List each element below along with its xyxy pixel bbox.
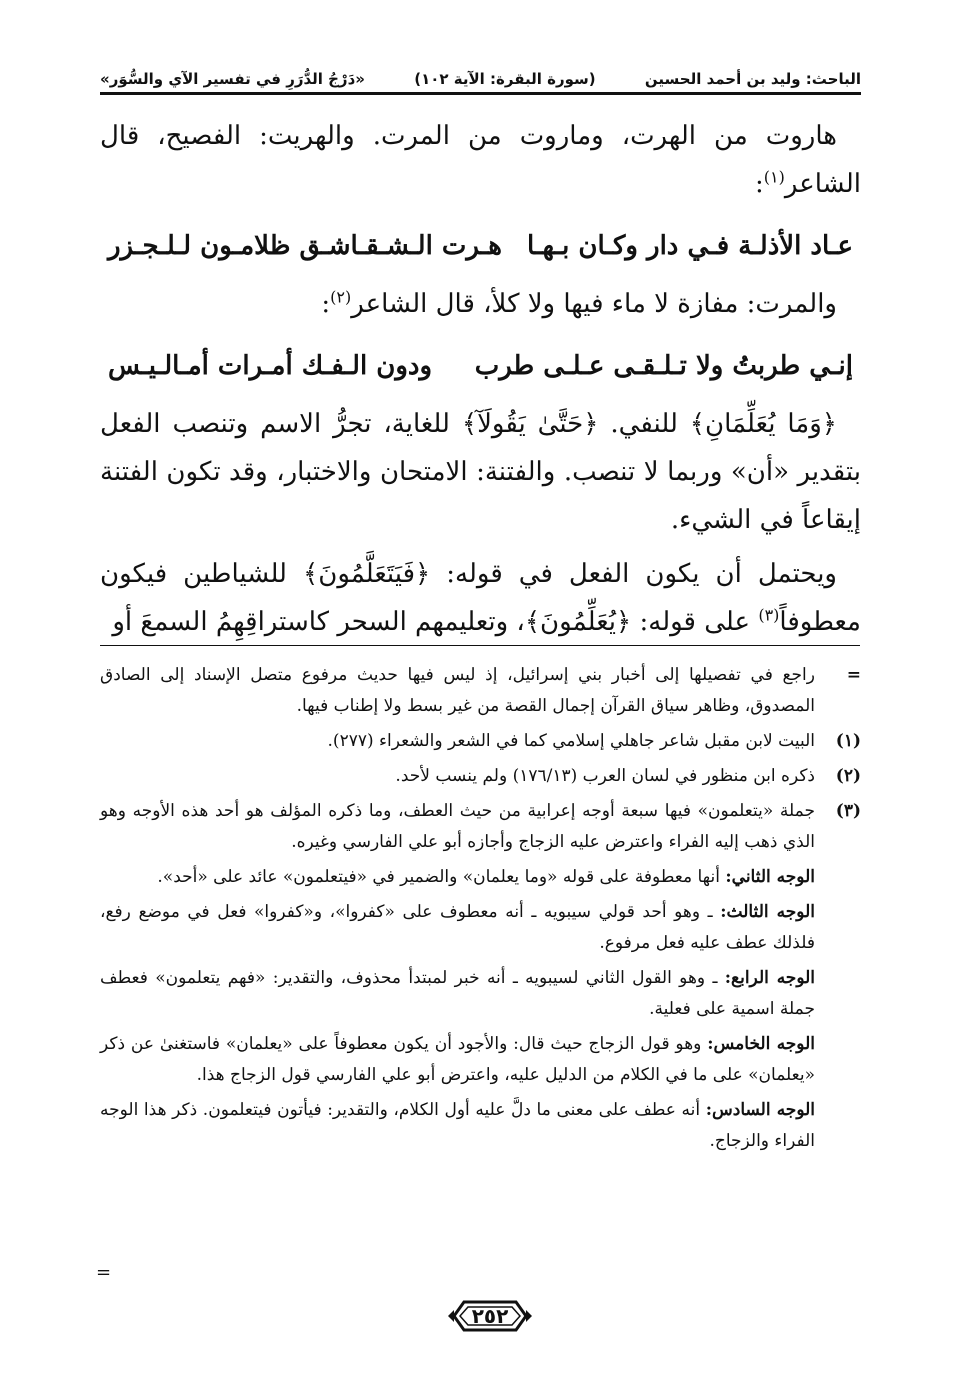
footnote-2 bbox=[100, 761, 861, 792]
footnote-1-number: (١) bbox=[835, 731, 861, 751]
footnote-2-text: ذكره ابن منظور في لسان العرب (١٧٦/١٣) ولم ينسب لأحد. bbox=[395, 766, 815, 786]
footnote-3-text: جملة «يتعلمون» فيها سبعة أوجه إعرابية من حيث العطف، وما ذكره المؤلف هو أحد هذه الأوجه وهو الذي ذهب إليه الفراء واعترض عليه الزجاج وأجازه أبو علي الفارسي وغيره. bbox=[100, 801, 815, 852]
footnote-3-aspect-5: الوجه الخامس: وهو قول الزجاج حيث قال: والأجود أن يكون معطوفاً على «يعلمان» فاستغنىٰ عن ذكر «يعلمان» على ما في الكلام من الدليل عليه، واعترض أبو علي الفارسي قول الزجاج هذا. bbox=[100, 1034, 815, 1085]
footnote-3-aspect-3: الوجه الثالث: ـ وهو أحد قولي سيبويه ـ أنه معطوف على «كفروا»، و«كفروا» فعل في موضع رفع، فلذلك عطف عليه فعل مرفوع. bbox=[100, 902, 815, 953]
footnote-2-number: (٢) bbox=[835, 766, 861, 786]
paragraph-4: ويحتمل أن يكون الفعل في قوله: ﴿فَيَتَعَلَّمُونَ﴾ للشياطين فيكون معطوفاً$^{(٣)}$ على قوله: ﴿يُعَلِّمُونَ﴾، وتعليمهم السحر كاستراقِهِمُ السمعَ أو bbox=[100, 559, 861, 637]
footnote-1 bbox=[100, 726, 861, 757]
poetry-verse-1 bbox=[108, 222, 853, 270]
footnote-ref-3: (٣) bbox=[758, 605, 780, 625]
footnote-1-text: البيت لابن مقبل شاعر جاهلي إسلامي كما في الشعر والشعراء (٢٧٧). bbox=[327, 731, 815, 751]
verse-2-second-hemistich: ودون الـفـك أمـرات أمـالـيـس bbox=[108, 351, 433, 381]
header-book-title: «دَرْجُ الدُّرَرِ في تفسير الآي والسُّوَر» bbox=[100, 70, 365, 88]
paragraph-1: هاروت من الهرت، وماروت من المرت. والهريت: الفصيح، قال الشاعر$^{(١)}$: bbox=[100, 121, 861, 199]
continuation-text: راجع في تفصيلها إلى أخبار بني إسرائيل، إذ ليس فيها حديث مرفوع متصل الإسناد إلى الصادق المصدوق، وظاهر سياق القرآن إجمال القصة من غير بسط ولا إطناب فيها. bbox=[100, 665, 815, 716]
verse-1-first-hemistich: عـاد الأذلـة فـي دار وكـان بـهـا bbox=[526, 231, 853, 261]
footnote-continues-mark: = bbox=[96, 1262, 112, 1283]
page-number-ornament bbox=[448, 1296, 532, 1336]
footnote-continuation bbox=[100, 660, 861, 722]
verse-2-first-hemistich: إنـي طربتُ ولا تـلـقـى عـلـى طرب bbox=[474, 351, 853, 381]
page-number: ٢٥٢ bbox=[471, 1304, 509, 1328]
footnotes bbox=[100, 660, 861, 1161]
header-surah: (سورة البقرة: الآية ١٠٢) bbox=[414, 70, 596, 88]
poetry-verse-2 bbox=[108, 342, 853, 390]
verse-1-second-hemistich: هـرت الـشـقـاشـق ظلامـون لـلـجـزر bbox=[108, 231, 502, 261]
header-rule bbox=[100, 92, 861, 95]
footnote-3-aspect-2: الوجه الثاني: أنها معطوفة على قوله «وما يعلمان» والضمير في «فيتعلمون» عائد على «أحد». bbox=[157, 867, 815, 887]
footnote-separator bbox=[100, 645, 860, 646]
header-author: الباحث: وليد بن أحمد الحسين bbox=[644, 70, 861, 88]
main-text bbox=[100, 112, 861, 652]
footnote-ref-1: (١) bbox=[763, 167, 785, 187]
footnote-3-aspect-6: الوجه السادس: أنه عطف على معنى ما دلَّ عليه أول الكلام، والتقدير: فيأتون فيتعلمون. ذكر هذا الوجه الفراء والزجاج. bbox=[100, 1100, 816, 1151]
footnote-3-aspect-4: الوجه الرابع: ـ وهو القول الثاني لسيبويه ـ أنه خبر لمبتدأ محذوف، والتقدير: «فهم يتعلمون» فعطف جملة اسمية على فعلية. bbox=[100, 968, 816, 1019]
running-header bbox=[100, 56, 861, 88]
footnote-3 bbox=[100, 796, 861, 858]
continuation-mark: = bbox=[846, 665, 861, 685]
paragraph-3: ﴿وَمَا يُعَلِّمَانِ﴾ للنفي. ﴿حَتَّىٰ يَقُولَآ﴾ للغاية، تجرُّ الاسم وتنصب الفعل بتقدير «أن» وربما لا تنصب. والفتنة: الامتحان والاختبار، وقد تكون الفتنة إيقاعاً في الشيء. bbox=[100, 409, 861, 535]
footnote-3-number: (٣) bbox=[835, 801, 861, 821]
footnote-ref-2: (٢) bbox=[330, 287, 352, 307]
paragraph-2: والمرت: مفازة لا ماء فيها ولا كلأ، قال الشاعر$^{(٢)}$: bbox=[321, 287, 837, 319]
